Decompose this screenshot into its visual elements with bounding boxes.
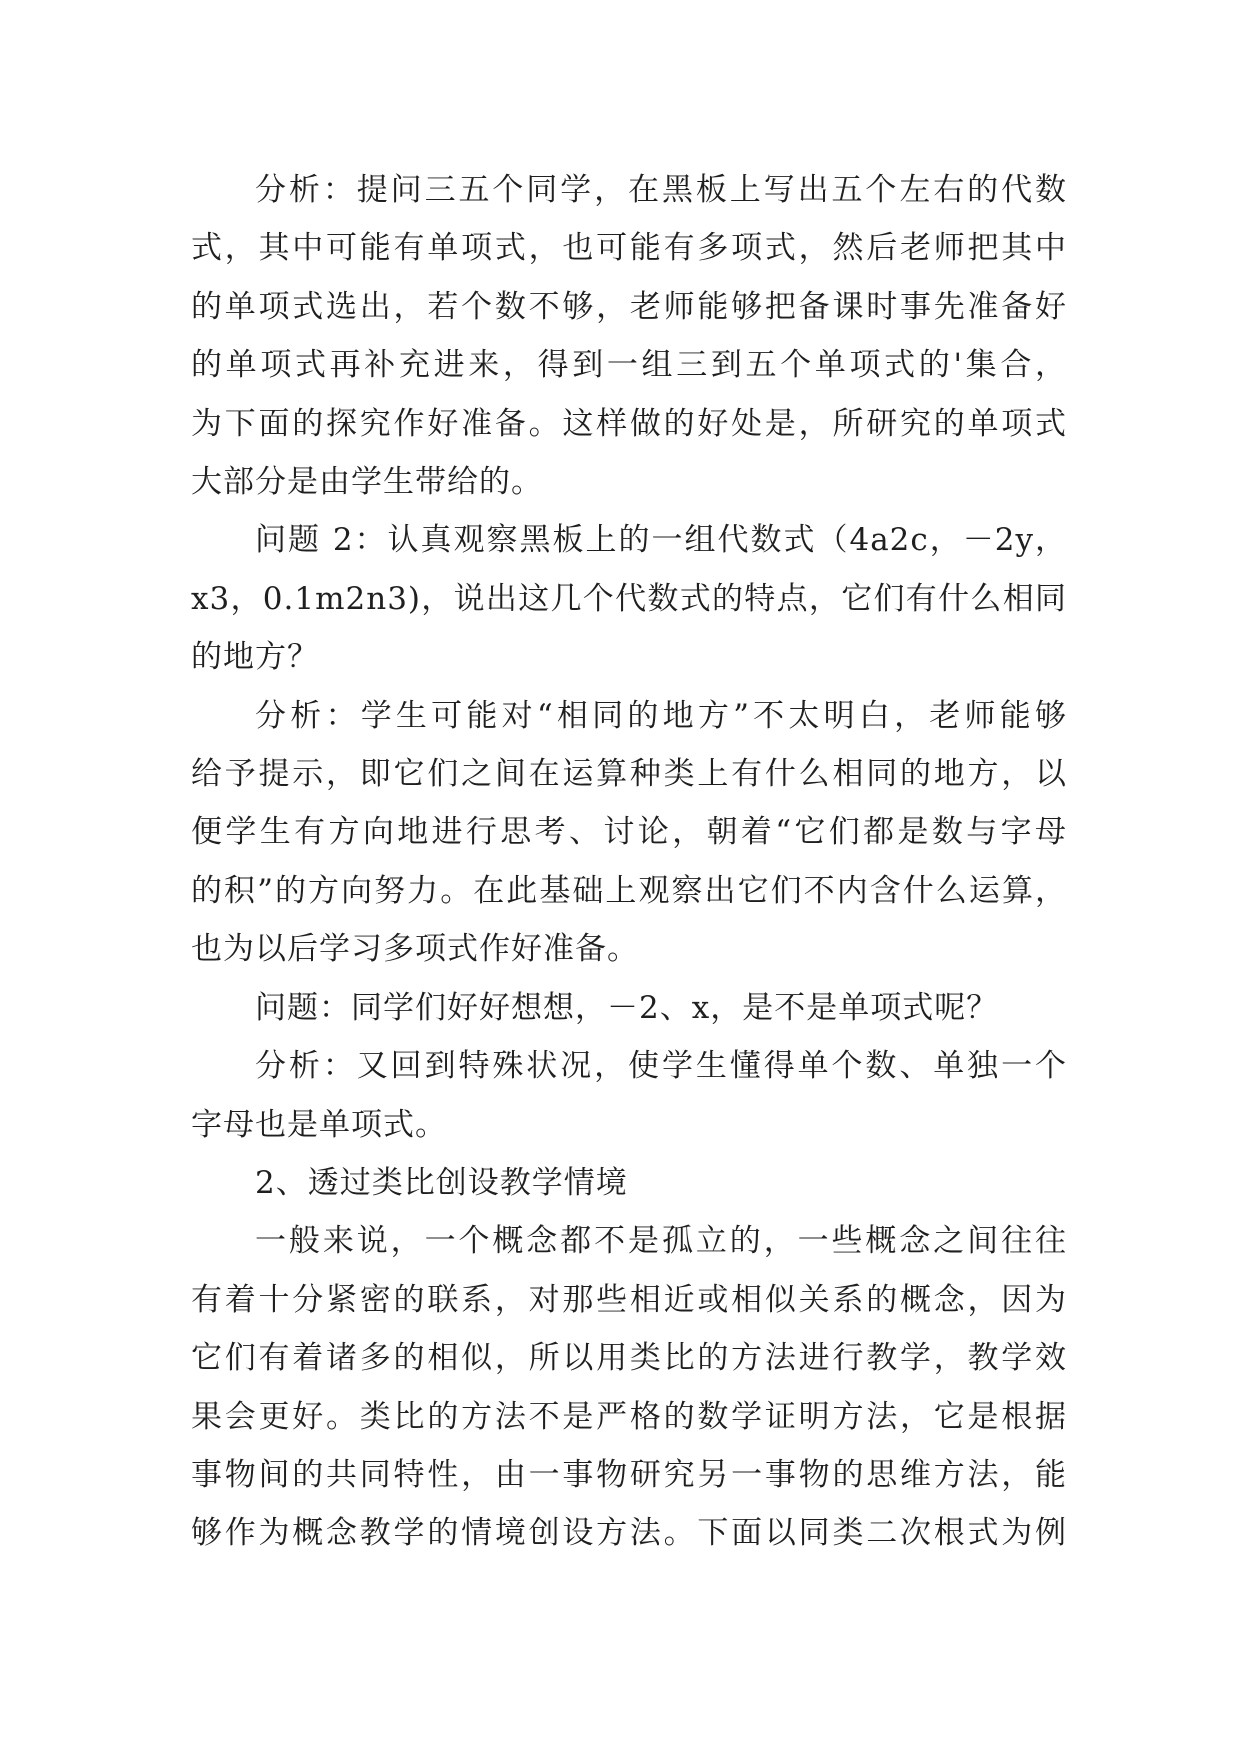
- text-line: 的地方？: [191, 639, 319, 676]
- paragraph: [191, 687, 1067, 979]
- text-line: 它们有着诸多的相似，所以用类比的方法进行教学，教学效: [191, 1340, 1067, 1377]
- text-line: 一般来说，一个概念都不是孤立的，一些概念之间往往: [255, 1223, 1067, 1260]
- text-line: x3，0.1m2n3)，说出这几个代数式的特点，它们有什么相同: [191, 580, 1067, 617]
- text-line: 便学生有方向地进行思考、讨论，朝着“它们都是数与字母: [191, 814, 1067, 851]
- paragraph: [191, 1037, 1067, 1154]
- text-line: 分析：学生可能对“相同的地方”不太明白，老师能够: [255, 697, 1067, 734]
- text-line: 的单项式再补充进来，得到一组三到五个单项式的'集合，: [191, 347, 1067, 384]
- text-line: 分析：又回到特殊状况，使学生懂得单个数、单独一个: [255, 1048, 1067, 1085]
- paragraph: [191, 511, 1067, 686]
- text-line: 的积”的方向努力。在此基础上观察出它们不内含什么运算，: [191, 872, 1067, 909]
- paragraph: [191, 979, 1067, 1037]
- text-line: 果会更好。类比的方法不是严格的数学证明方法，它是根据: [191, 1398, 1067, 1435]
- text-line: 为下面的探究作好准备。这样做的好处是，所研究的单项式: [191, 405, 1067, 442]
- paragraph: [191, 161, 1067, 511]
- text-line: 的单项式选出，若个数不够，老师能够把备课时事先准备好: [191, 288, 1067, 325]
- text-line: 字母也是单项式。: [191, 1106, 447, 1143]
- text-line: 给予提示，即它们之间在运算种类上有什么相同的地方，以: [191, 756, 1067, 793]
- document-body: [191, 161, 1067, 1563]
- text-line: 事物间的共同特性，由一事物研究另一事物的思维方法，能: [191, 1456, 1067, 1493]
- text-line: 2、透过类比创设教学情境: [255, 1164, 628, 1201]
- text-line: 大部分是由学生带给的。: [191, 464, 543, 501]
- text-line: 有着十分紧密的联系，对那些相近或相似关系的概念，因为: [191, 1281, 1067, 1318]
- text-line: 问题 2：认真观察黑板上的一组代数式（4a2c，－2y，: [255, 522, 1067, 559]
- section-heading: [191, 1154, 1067, 1212]
- text-line: 式，其中可能有单项式，也可能有多项式，然后老师把其中: [191, 230, 1067, 267]
- text-line: 问题：同学们好好想想，－2、x，是不是单项式呢？: [255, 989, 999, 1026]
- text-line: 分析：提问三五个同学，在黑板上写出五个左右的代数: [255, 172, 1067, 208]
- paragraph: [191, 1212, 1067, 1562]
- text-line: 也为以后学习多项式作好准备。: [191, 931, 639, 968]
- text-line: 够作为概念教学的情境创设方法。下面以同类二次根式为例: [191, 1515, 1067, 1552]
